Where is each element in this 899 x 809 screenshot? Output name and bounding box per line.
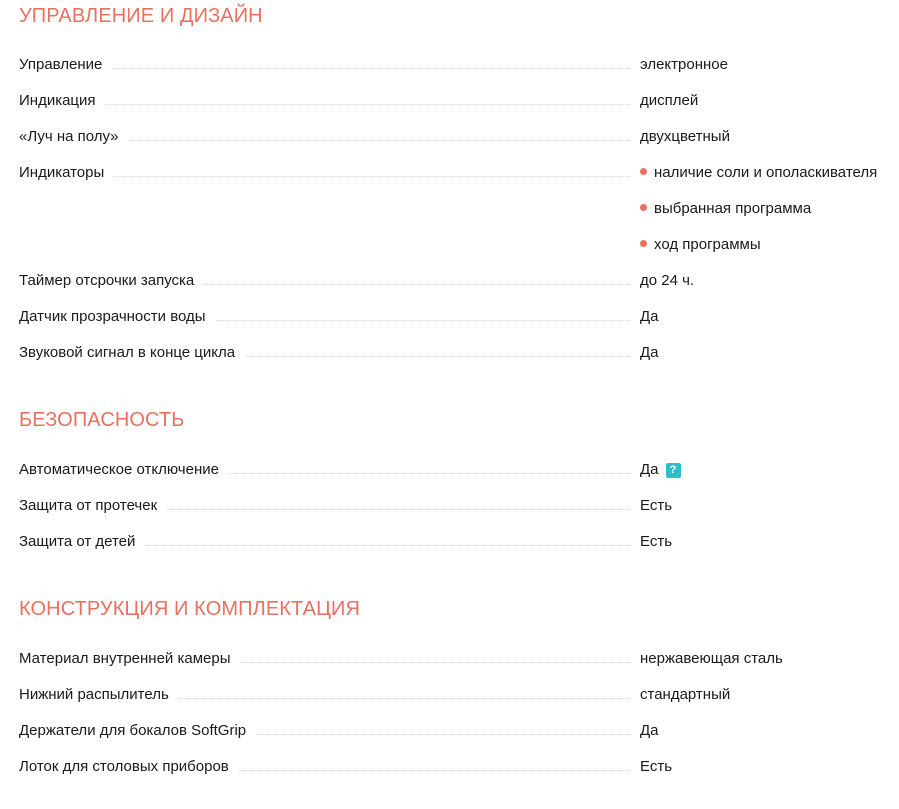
spec-value-list-item: наличие соли и ополаскивателя	[640, 163, 877, 183]
spec-label: Защита от детей	[19, 533, 136, 550]
spec-value: дисплей	[640, 92, 699, 109]
spec-value: до 24 ч.	[640, 272, 695, 289]
spec-value: Да	[640, 308, 659, 325]
dotted-leader	[179, 698, 630, 699]
spec-row-control	[19, 55, 899, 75]
dotted-leader	[216, 320, 630, 321]
spec-row-leak-protection	[19, 496, 899, 516]
spec-label: Лоток для столовых приборов	[19, 758, 229, 775]
spec-value-with-help: Да ?	[640, 460, 681, 480]
spec-value: Есть	[640, 497, 673, 514]
dotted-leader	[145, 545, 630, 546]
spec-row-indication	[19, 91, 899, 111]
dotted-leader	[167, 509, 630, 510]
dotted-leader	[256, 734, 630, 735]
spec-value: стандартный	[640, 686, 731, 703]
spec-row-auto-shutoff	[19, 460, 899, 480]
dotted-leader	[240, 662, 630, 663]
spec-value-list-item: ход программы	[640, 235, 761, 255]
spec-label: Звуковой сигнал в конце цикла	[19, 344, 236, 361]
spec-row-child-lock	[19, 532, 899, 552]
spec-label: Управление	[19, 56, 103, 73]
dotted-leader	[114, 176, 630, 177]
dotted-leader	[239, 770, 630, 771]
section-title-construction: КОНСТРУКЦИЯ И КОМПЛЕКТАЦИЯ	[19, 598, 361, 620]
spec-label: «Луч на полу»	[19, 128, 119, 145]
spec-row-lower-sprayer	[19, 685, 899, 705]
question-mark-icon[interactable]: ?	[666, 463, 681, 478]
section-title-safety: БЕЗОПАСНОСТЬ	[19, 409, 185, 431]
dotted-leader	[112, 68, 630, 69]
spec-label: Датчик прозрачности воды	[19, 308, 206, 325]
spec-value: Да	[640, 344, 659, 361]
bullet-icon	[640, 240, 647, 247]
spec-row-indicators-cont	[19, 235, 899, 255]
spec-value: электронное	[640, 56, 728, 73]
spec-label: Материал внутренней камеры	[19, 650, 231, 667]
spec-value: нержавеющая сталь	[640, 650, 783, 667]
spec-label: Таймер отсрочки запуска	[19, 272, 195, 289]
dotted-leader	[245, 356, 630, 357]
bullet-icon	[640, 168, 647, 175]
dotted-leader	[204, 284, 630, 285]
dotted-leader	[106, 104, 630, 105]
spec-value-list-item: выбранная программа	[640, 199, 811, 219]
dotted-leader	[229, 473, 630, 474]
spec-label: Автоматическое отключение	[19, 461, 219, 478]
spec-value: Есть	[640, 758, 673, 775]
spec-row-indicators-cont	[19, 199, 899, 219]
spec-label: Нижний распылитель	[19, 686, 169, 703]
spec-label: Держатели для бокалов SoftGrip	[19, 722, 247, 739]
spec-value: Есть	[640, 533, 673, 550]
spec-row-cutlery-tray	[19, 757, 899, 777]
spec-row-glass-holders	[19, 721, 899, 741]
spec-row-floor-beam	[19, 127, 899, 147]
bullet-icon	[640, 204, 647, 211]
spec-value: Да	[640, 722, 659, 739]
spec-row-end-signal	[19, 343, 899, 363]
spec-label: Защита от протечек	[19, 497, 158, 514]
spec-row-delay-timer	[19, 271, 899, 291]
section-title-control-design: УПРАВЛЕНИЕ И ДИЗАЙН	[19, 5, 263, 27]
spec-row-indicators	[19, 163, 899, 183]
spec-label: Индикация	[19, 92, 96, 109]
spec-label: Индикаторы	[19, 164, 105, 181]
spec-row-inner-chamber	[19, 649, 899, 669]
dotted-leader	[129, 140, 630, 141]
spec-value: двухцветный	[640, 128, 730, 145]
spec-row-water-sensor	[19, 307, 899, 327]
